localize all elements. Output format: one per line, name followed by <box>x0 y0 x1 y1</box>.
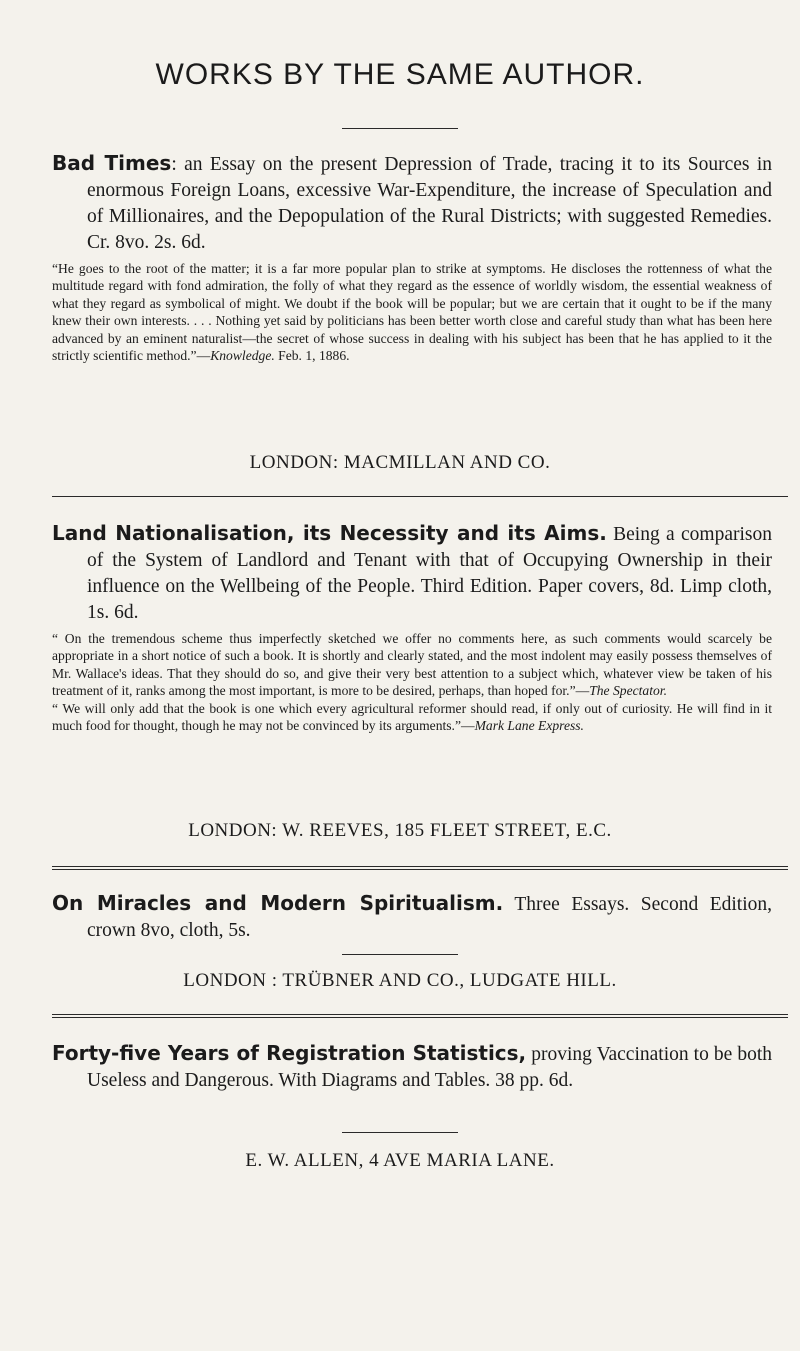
entry-description: Being a comparison of the System of Landlord and Tenant with that of Occupying Ownership in their influence on the Wellbeing of the People. Third Edition. Paper covers, 8d. Limp cloth, 1s. 6d. <box>87 524 772 623</box>
quote-text: “ We will only add that the book is one which every agricultural reformer should read, if only out of curiosity. He will find in it much food for thought, though he may not be convinced by its arguments.”— <box>52 700 772 734</box>
entry-description: proving Vaccination to be both Useless and Dangerous. With Diagrams and Tables. 38 pp. 6d. <box>87 1044 772 1091</box>
entry-main <box>52 1040 772 1094</box>
entry-registration-statistics <box>52 1040 772 1094</box>
entry-main <box>52 890 772 944</box>
entry-miracles <box>52 890 772 944</box>
divider <box>52 496 788 497</box>
divider <box>52 869 788 870</box>
entry-title: On Miracles and Modern Spiritualism. <box>52 891 504 915</box>
divider <box>342 954 458 955</box>
quote-text: “He goes to the root of the matter; it is a far more popular plan to strike at symptoms. He discloses the rottenness of what the multitude regard with fond admiration, the folly of what they regard as the essence of worldly wisdom, the essential weakness of what they regard as symbolical of might. We doubt if the book will be popular; but we are certain that it ought to be if the many knew their own interests. . . . Nothing yet said by politicians has been better worth close and careful study than what has been here advanced by an eminent naturalist—the secret of whose success in dealing with his subject has been that he has applied to it the strictly scientific method.”— <box>52 261 772 364</box>
quote-source: Mark Lane Express. <box>474 718 584 734</box>
entry-description: Three Essays. Second Edition, crown 8vo, cloth, 5s. <box>87 894 772 941</box>
publisher-imprint: LONDON: MACMILLAN AND CO. <box>249 452 551 473</box>
review-quote <box>52 630 772 700</box>
entry-bad-times <box>52 150 772 364</box>
quote-source: The Spectator. <box>589 683 667 699</box>
entry-title: Forty-five Years of Registration Statistics, <box>52 1041 527 1065</box>
page-heading: WORKS BY THE SAME AUTHOR. <box>155 58 645 91</box>
entry-land-nationalisation <box>52 520 772 734</box>
divider <box>52 1014 788 1015</box>
divider <box>52 866 788 867</box>
entry-title: Land Nationalisation, its Necessity and its Aims. <box>52 521 607 545</box>
divider <box>342 128 458 129</box>
quote-source: Knowledge. <box>210 348 275 364</box>
review-quote <box>52 700 772 735</box>
review-quote <box>52 260 772 364</box>
quote-date: Feb. 1, 1886. <box>274 348 350 364</box>
entry-title: Bad Times <box>52 151 172 175</box>
divider <box>342 1132 458 1133</box>
entry-main <box>52 520 772 626</box>
publisher-imprint: LONDON: W. REEVES, 185 FLEET STREET, E.C. <box>188 820 612 841</box>
divider <box>52 1017 788 1018</box>
quote-text: “ On the tremendous scheme thus imperfectly sketched we offer no comments here, as such comments would scarcely be appropriate in a short notice of such a book. It is shortly and clearly stated, and the most indolent may easily possess themselves of Mr. Wallace's ideas. That they should do so, and give their very best attention to a subject which, whatever view be taken of his treatment of it, ranks among the most important, is more to be desired, perhaps, than hoped for.”— <box>52 631 772 699</box>
publisher-imprint: LONDON : TRÜBNER AND CO., LUDGATE HILL. <box>183 970 617 991</box>
publisher-imprint: E. W. ALLEN, 4 AVE MARIA LANE. <box>245 1150 555 1171</box>
entry-main <box>52 150 772 256</box>
entry-description: : an Essay on the present Depression of Trade, tracing it to its Sources in enormous Foreign Loans, excessive War-Expenditure, the increase of Speculation and of Millionaires, and the Depopulation of the Rural Districts; with suggested Remedies. Cr. 8vo. 2s. 6d. <box>87 154 772 253</box>
